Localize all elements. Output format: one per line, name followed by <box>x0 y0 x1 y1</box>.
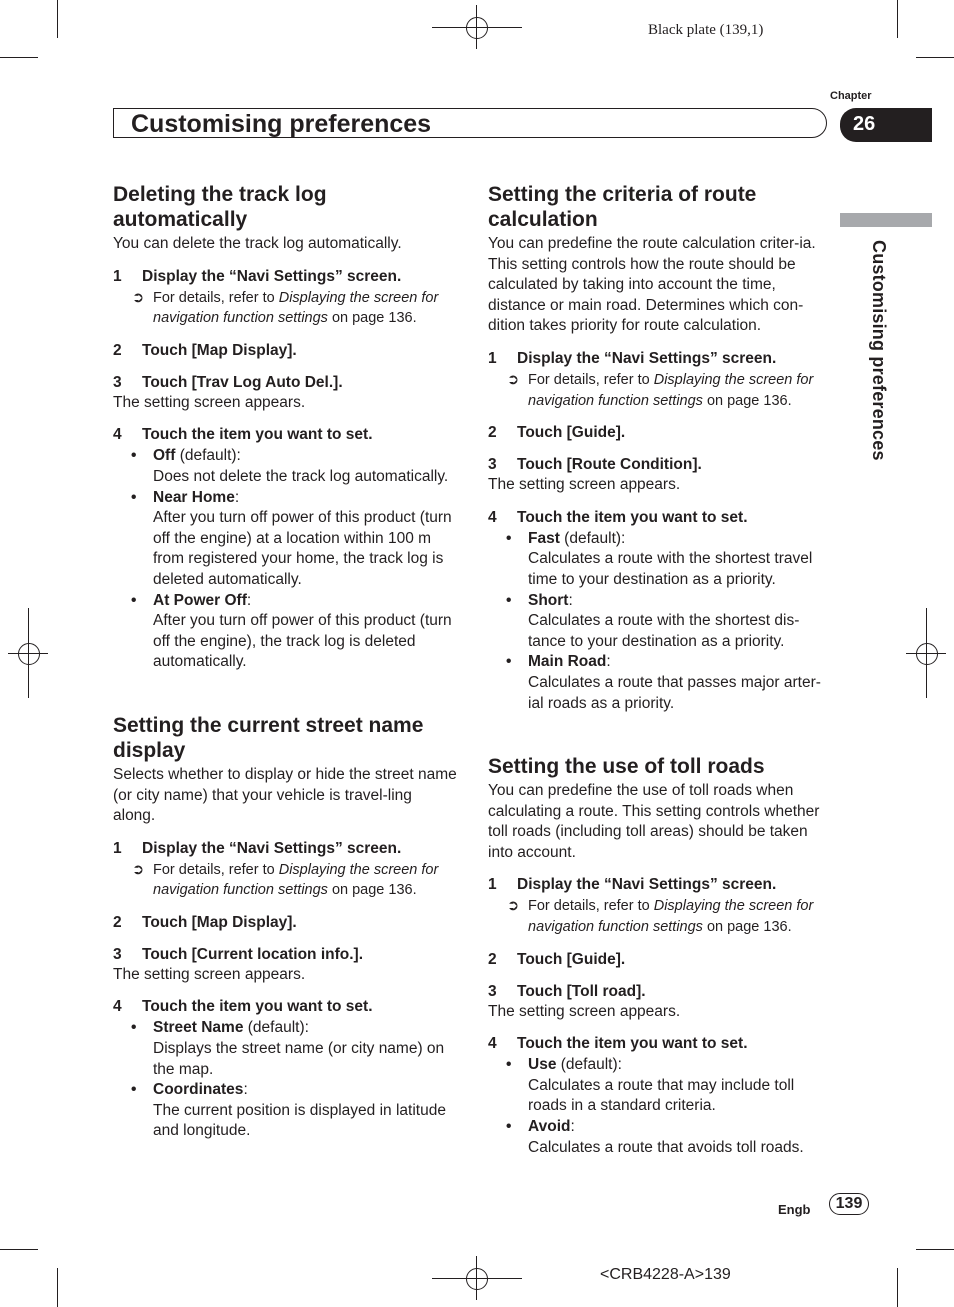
crop-mark <box>897 1268 898 1307</box>
option-item: • Street Name (default): Displays the street name (or city name) on the map. <box>131 1019 445 1078</box>
option-list <box>488 1055 833 1158</box>
side-tab-label: Customising preferences <box>869 240 889 461</box>
plate-label: Black plate (139,1) <box>648 22 764 38</box>
step: 2 Touch [Map Display]. <box>113 913 297 931</box>
option-list <box>113 446 458 673</box>
reference-link: Displaying the screen for navigation function settings <box>528 898 814 936</box>
section-track-log <box>113 182 458 673</box>
chapter-title: Customising preferences <box>113 108 827 138</box>
left-column <box>113 182 458 1164</box>
crop-mark <box>897 0 898 38</box>
crop-mark <box>57 1268 58 1307</box>
step: 2 Touch [Guide]. <box>488 424 626 442</box>
option-list <box>113 1018 458 1142</box>
step: 3 Touch [Trav Log Auto Del.]. <box>113 373 343 391</box>
arrow-icon: ➲ <box>132 289 145 306</box>
section-intro: You can predefine the route calculation criter-ia. This setting controls how the route should be calculated by taking into account the time, distance or main road. Determines which con-dition takes priority for route calculation. <box>488 235 816 335</box>
crop-mark <box>916 1249 954 1250</box>
section-heading: Setting the criteria of route calculation <box>488 183 757 231</box>
page-number: 139 <box>829 1193 869 1215</box>
step-result: The setting screen appears. <box>113 965 306 983</box>
reference-note: ➲ For details, refer to Displaying the screen for navigation function settings on page 136. <box>113 860 458 901</box>
section-route-criteria <box>488 182 833 714</box>
reference-note: ➲ For details, refer to Displaying the screen for navigation function settings on page 136. <box>113 288 458 329</box>
step: 1 Display the “Navi Settings” screen. <box>113 839 402 857</box>
section-heading: Deleting the track log automatically <box>113 183 327 231</box>
crop-mark <box>0 1249 38 1250</box>
step: 4 Touch the item you want to set. <box>113 998 373 1016</box>
chapter-number: 26 <box>840 108 932 142</box>
step-result: The setting screen appears. <box>113 393 306 411</box>
step: 4 Touch the item you want to set. <box>488 1035 748 1053</box>
reference-link: Displaying the screen for navigation function settings <box>528 371 814 409</box>
section-heading: Setting the use of toll roads <box>488 755 765 779</box>
side-tab-bar <box>840 213 932 227</box>
step: 4 Touch the item you want to set. <box>113 426 373 444</box>
step: 3 Touch [Toll road]. <box>488 982 646 1000</box>
option-item: • Near Home: After you turn off power of this product (turn off the engine) at a location within 100 m from registered your home, the track log is deleted automatically. <box>131 488 452 588</box>
option-item: • Use (default): Calculates a route that may include toll roads in a standard criteria. <box>506 1056 795 1115</box>
step: 3 Touch [Current location info.]. <box>113 945 363 963</box>
arrow-icon: ➲ <box>507 371 520 388</box>
reference-note: ➲ For details, refer to Displaying the screen for navigation function settings on page 136. <box>488 370 833 411</box>
step: 4 Touch the item you want to set. <box>488 508 748 526</box>
option-item: • Off (default): Does not delete the track log automatically. <box>131 447 449 485</box>
option-item: • Coordinates: The current position is displayed in latitude and longitude. <box>131 1081 446 1140</box>
chapter-label: Chapter <box>830 90 872 102</box>
section-intro: You can predefine the use of toll roads when calculating a route. This setting controls whether toll roads (including toll areas) should be taken into account. <box>488 782 820 861</box>
reference-link: Displaying the screen for navigation function settings <box>153 861 439 899</box>
option-item: • Short: Calculates a route with the shortest dis-tance to your destination as a priority. <box>506 591 800 650</box>
section-heading: Setting the current street name display <box>113 713 424 762</box>
arrow-icon: ➲ <box>132 861 145 878</box>
crop-mark <box>0 57 38 58</box>
option-item: • Main Road: Calculates a route that passes major arter-ial roads as a priority. <box>506 653 821 712</box>
option-list <box>488 529 833 714</box>
arrow-icon: ➲ <box>507 898 520 915</box>
crop-mark <box>57 0 58 38</box>
option-item: • Fast (default): Calculates a route with the shortest travel time to your destination as a priority. <box>506 529 813 588</box>
section-toll-roads <box>488 754 833 1158</box>
step-result: The setting screen appears. <box>488 476 681 494</box>
step: 1 Display the “Navi Settings” screen. <box>113 267 402 285</box>
crop-mark <box>916 57 954 58</box>
option-item: • Avoid: Calculates a route that avoids toll roads. <box>506 1118 804 1156</box>
right-column <box>488 182 833 1180</box>
step: 2 Touch [Guide]. <box>488 950 626 968</box>
step: 1 Display the “Navi Settings” screen. <box>488 876 777 894</box>
language-label: Engb <box>778 1202 811 1217</box>
step: 1 Display the “Navi Settings” screen. <box>488 349 777 367</box>
section-intro: You can delete the track log automatically. <box>113 235 402 252</box>
section-intro: Selects whether to display or hide the street name (or city name) that your vehicle is travel-ling along. <box>113 765 457 825</box>
option-item: • At Power Off: After you turn off power of this product (turn off the engine), the track log is deleted automatically. <box>131 591 452 671</box>
document-code: <CRB4228-A>139 <box>600 1266 731 1283</box>
step: 2 Touch [Map Display]. <box>113 341 297 359</box>
reference-note: ➲ For details, refer to Displaying the screen for navigation function settings on page 136. <box>488 896 833 937</box>
reference-link: Displaying the screen for navigation function settings <box>153 289 439 327</box>
step: 3 Touch [Route Condition]. <box>488 456 702 474</box>
step-result: The setting screen appears. <box>488 1002 681 1020</box>
section-street-name <box>113 713 458 1142</box>
